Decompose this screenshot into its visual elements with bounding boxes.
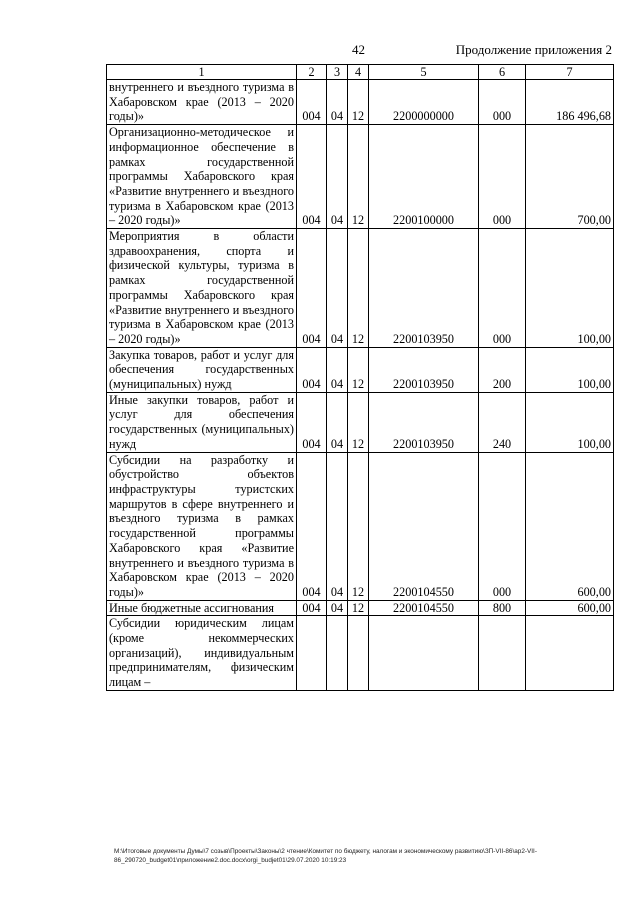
table-header-row [107, 65, 614, 80]
cell-amount: 700,00 [526, 125, 614, 229]
cell-code-4: 12 [348, 392, 369, 452]
cell-code-3: 04 [327, 125, 348, 229]
cell-code-6: 000 [479, 229, 526, 348]
cell-code-6: 800 [479, 600, 526, 616]
cell-code-6: 200 [479, 347, 526, 392]
row-name: Иные закупки товаров, работ и услуг для обеспечения государственных (муниципальных) нужд [107, 392, 297, 452]
cell-code-4: 12 [348, 600, 369, 616]
column-header: 1 [107, 65, 297, 80]
row-name: Иные бюджетные ассигнования [107, 600, 297, 616]
table-row [107, 616, 614, 691]
column-header: 6 [479, 65, 526, 80]
cell-code-6: 000 [479, 452, 526, 600]
row-name: Организационно-методическое и информационное обеспечение в рамках государственной программы Хабаровского края «Развитие внутреннего и въездного туризма в Хабаровском крае (2013 – 2020 годы)» [107, 125, 297, 229]
cell-code-5: 2200103950 [369, 347, 479, 392]
cell-amount: 100,00 [526, 229, 614, 348]
column-header: 3 [327, 65, 348, 80]
column-header: 5 [369, 65, 479, 80]
row-name: Субсидии юридическим лицам (кроме некоммерческих организаций), индивидуальным предпринимателям, физическим лицам – [107, 616, 297, 691]
cell-code-6: 240 [479, 392, 526, 452]
cell-code-5 [369, 616, 479, 691]
cell-amount [526, 616, 614, 691]
cell-code-3 [327, 616, 348, 691]
cell-code-2: 004 [297, 452, 327, 600]
cell-code-2: 004 [297, 125, 327, 229]
cell-code-3: 04 [327, 80, 348, 125]
cell-code-5: 2200104550 [369, 452, 479, 600]
cell-code-3: 04 [327, 392, 348, 452]
table-row [107, 452, 614, 600]
cell-code-2: 004 [297, 600, 327, 616]
cell-amount: 600,00 [526, 600, 614, 616]
cell-amount: 600,00 [526, 452, 614, 600]
cell-code-3: 04 [327, 347, 348, 392]
cell-amount: 100,00 [526, 347, 614, 392]
cell-code-5: 2200103950 [369, 229, 479, 348]
table-row [107, 600, 614, 616]
cell-code-3: 04 [327, 452, 348, 600]
table-row [107, 347, 614, 392]
budget-table [106, 64, 614, 691]
cell-code-4: 12 [348, 229, 369, 348]
continuation-label: Продолжение приложения 2 [455, 42, 612, 57]
cell-code-4: 12 [348, 80, 369, 125]
row-name: Закупка товаров, работ и услуг для обеспечения государственных (муниципальных) нужд [107, 347, 297, 392]
cell-code-5: 2200000000 [369, 80, 479, 125]
table-row [107, 229, 614, 348]
cell-code-4: 12 [348, 125, 369, 229]
cell-code-3: 04 [327, 229, 348, 348]
column-header: 4 [348, 65, 369, 80]
cell-code-5: 2200100000 [369, 125, 479, 229]
cell-code-5: 2200104550 [369, 600, 479, 616]
cell-code-6: 000 [479, 80, 526, 125]
row-name: внутреннего и въездного туризма в Хабаровском крае (2013 – 2020 годы)» [107, 80, 297, 125]
cell-code-6 [479, 616, 526, 691]
cell-code-2: 004 [297, 392, 327, 452]
cell-code-4: 12 [348, 347, 369, 392]
document-path-footer: M:\Итоговые документы Думы\7 созыв\Проекты\Законы\2 чтение\Комитет по бюджету, налогам и экономическому развитию\ЗП-VII-86\ap2-VII-86_290720_budget01\приложение2.doc.docx\orgi_budjet01\29.07.2020 10:19:23 [114, 848, 537, 864]
cell-code-6: 000 [479, 125, 526, 229]
cell-code-2 [297, 616, 327, 691]
column-header: 2 [297, 65, 327, 80]
page-number: 42 [352, 42, 365, 57]
cell-code-4: 12 [348, 452, 369, 600]
row-name: Субсидии на разработку и обустройство объектов инфраструктуры туристских маршрутов в сфере внутреннего и въездного туризма в рамках государственной программы Хабаровского края «Развитие внутреннего и въездного туризма в Хабаровском крае (2013 – 2020 годы)» [107, 452, 297, 600]
table-row [107, 80, 614, 125]
table-row [107, 392, 614, 452]
row-name: Мероприятия в области здравоохранения, спорта и физической культуры, туризма в рамках государственной программы Хабаровского края «Развитие внутреннего и въездного туризма в Хабаровском крае (2013 – 2020 годы)» [107, 229, 297, 348]
table-row [107, 125, 614, 229]
cell-code-2: 004 [297, 229, 327, 348]
cell-code-5: 2200103950 [369, 392, 479, 452]
cell-code-2: 004 [297, 347, 327, 392]
cell-amount: 186 496,68 [526, 80, 614, 125]
cell-code-3: 04 [327, 600, 348, 616]
cell-code-2: 004 [297, 80, 327, 125]
column-header: 7 [526, 65, 614, 80]
cell-amount: 100,00 [526, 392, 614, 452]
cell-code-4 [348, 616, 369, 691]
